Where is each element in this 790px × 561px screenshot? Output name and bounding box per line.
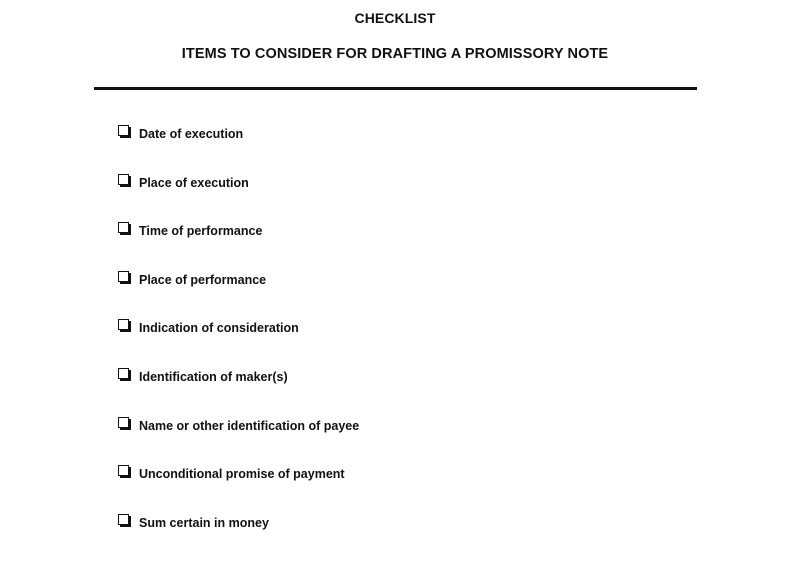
checkbox-unchecked-icon[interactable] [118, 125, 129, 136]
document-title: CHECKLIST [354, 10, 436, 26]
checkbox-unchecked-icon[interactable] [118, 222, 129, 233]
checklist-item-label: Place of performance [139, 272, 267, 287]
checkbox-unchecked-icon[interactable] [118, 174, 129, 185]
checklist-item-label: Indication of consideration [139, 321, 299, 336]
checkbox-unchecked-icon[interactable] [118, 271, 129, 282]
checkbox-unchecked-icon[interactable] [118, 514, 129, 525]
checklist-item-label: Identification of maker(s) [139, 369, 288, 384]
horizontal-rule [94, 87, 697, 90]
document-subtitle: ITEMS TO CONSIDER FOR DRAFTING A PROMISSORY NOTE [181, 46, 609, 62]
checklist-item-label: Place of execution [139, 175, 249, 190]
checklist-item-label: Name or other identification of payee [139, 418, 360, 433]
checkbox-unchecked-icon[interactable] [118, 368, 129, 379]
checklist-item-label: Date of execution [139, 127, 244, 141]
checklist-item-label: Unconditional promise of payment [139, 467, 345, 482]
checklist-item-label: Time of performance [139, 224, 263, 239]
checkbox-unchecked-icon[interactable] [118, 319, 129, 330]
checklist-item-label: Sum certain in money [139, 515, 269, 530]
checkbox-unchecked-icon[interactable] [118, 465, 129, 476]
checkbox-unchecked-icon[interactable] [118, 417, 129, 428]
